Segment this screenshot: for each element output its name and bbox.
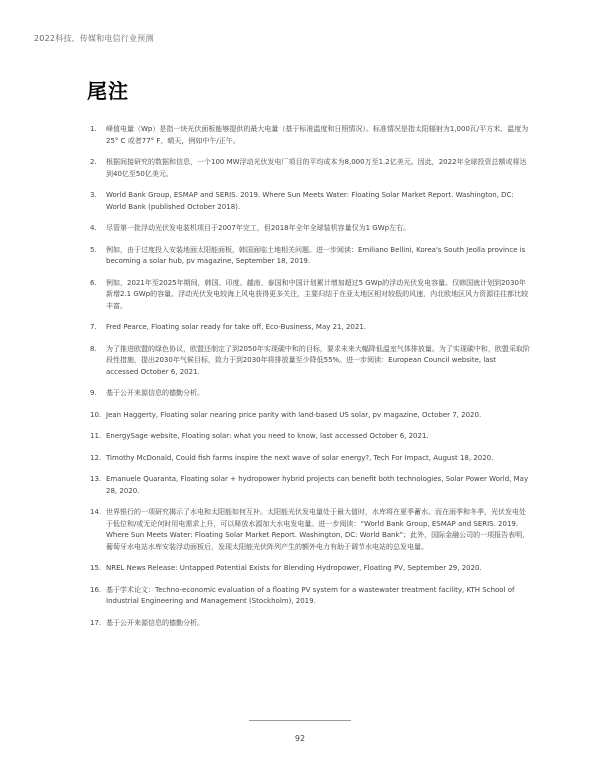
endnote-number: 11.: [90, 432, 102, 440]
endnote-text: World Bank Group, ESMAP and SERIS. 2019. Where Sun Meets Water: Floating Solar Market Report. Washington, DC: World Bank (published October 2018).: [106, 191, 514, 211]
endnote-number: 14.: [90, 508, 102, 516]
endnote-number: 1.: [90, 125, 97, 133]
endnote-item: [90, 618, 530, 630]
endnote-number: 8.: [90, 344, 97, 353]
page-number: 92: [294, 734, 306, 743]
endnote-item: [90, 124, 530, 147]
endnote-text: 世界银行的一项研究揭示了水电和太阳能如何互补。太阳能光伏发电量处于最大值时，水库将在夏季蓄水。而在雨季和冬季，光伏发电处于低位和/或无论何时用电需求上升，可以释放水源加大水电发电量。进一步阅读：“World Bank Group, ESMAP and SERIS. 2019. Where Sun Meets Water: Floating Solar Market Report. Washington, DC: World Bank”；此外，国际金融公司的一项报告表明，葡萄牙水电站水库安装浮动面板后，发现太阳能光伏阵列产生的额外电力有助于调节水电站的总发电量。: [106, 508, 530, 551]
endnote-item: [90, 322, 530, 334]
endnote-item: [90, 410, 530, 422]
endnote-item: [90, 388, 530, 400]
endnote-text: Fred Pearce, Floating solar ready for take off, Eco-Business, May 21, 2021.: [106, 323, 366, 331]
endnote-item: [90, 157, 530, 180]
endnote-text: 峰值电量（Wp）是指一块光伏面板能够提供的最大电量（基于标准温度和日照情况）。标准情况是指太阳辐射为1,000瓦/平方米、温度为25° C 或者77° F、晴天，例如中午/正午。: [106, 125, 529, 145]
endnote-item: [90, 585, 530, 608]
endnote-item: [90, 453, 530, 465]
endnote-item: [90, 190, 530, 213]
endnote-text: 基于学术论文：Techno-economic evaluation of a floating PV system for a wastewater treatment facility, KTH School of Industrial Engineering and Management (Stockholm), 2019.: [106, 585, 515, 605]
endnote-number: 13.: [90, 475, 102, 483]
endnote-text: 基于公开来源信息的德勤分析。: [106, 618, 204, 627]
endnote-item: [90, 563, 530, 575]
running-header: 2022科技、传媒和电信行业预测: [34, 34, 154, 43]
endnote-text: 根据间接研究的数据和信息，一个100 MW浮动光伏发电厂项目的平均成本为8,000万至1.2亿美元。因此，2022年全球投资总额或将达到40亿至50亿美元。: [106, 158, 527, 178]
endnote-number: 17.: [90, 618, 102, 627]
endnote-text: EnergySage website, Floating solar: what you need to know, last accessed October 6, 2021.: [106, 432, 429, 440]
endnote-text: Timothy McDonald, Could fish farms inspire the next wave of solar energy?, Tech For Impact, August 18, 2020.: [106, 453, 494, 462]
endnote-number: 4.: [90, 224, 97, 232]
endnote-item: [90, 223, 530, 235]
endnote-text: 基于公开来源信息的德勤分析。: [106, 389, 204, 397]
endnote-number: 6.: [90, 278, 97, 287]
endnote-text: 例如，由于过度投入安装地面太阳能面板，韩国面临土地相关问题。进一步阅读：Emiliano Bellini, Korea's South Jeolla province is becoming a solar hub, pv magazine, September 18, 2019.: [106, 245, 526, 265]
endnote-item: [90, 344, 530, 379]
endnote-text: 尽管第一批浮动光伏发电装机项目于2007年完工，但2018年全年全球装机容量仅为1 GWp左右。: [106, 224, 411, 232]
endnote-item: [90, 431, 530, 443]
endnote-number: 10.: [90, 410, 102, 419]
endnote-item: [90, 507, 530, 553]
endnote-item: [90, 474, 530, 497]
endnote-number: 16.: [90, 585, 102, 594]
endnote-number: 12.: [90, 453, 102, 462]
endnotes-list: [90, 124, 530, 639]
footer-divider: [249, 720, 351, 721]
endnote-item: [90, 278, 530, 313]
endnote-text: NREL News Release: Untapped Potential Exists for Blending Hydropower, Floating PV, September 29, 2020.: [106, 564, 482, 572]
endnote-text: Emanuele Quaranta, Floating solar + hydropower hybrid projects can benefit both technologies, Solar Power World, May 28, 2020.: [106, 475, 529, 495]
endnote-text: 例如，2021年至2025年期间，韩国、印度、越南、泰国和中国计划累计增加超过5 GWp的浮动光伏发电容量。仅韩国就计划到2030年新增2.1 GWp的容量。浮动光伏发电较海上风电获得更多关注，主要归结于在亚太地区相对较低的风速，内北欧地区风力资源往往都比较丰富。: [106, 278, 529, 310]
page-title: 尾注: [87, 79, 129, 103]
endnote-text: 为了推进欧盟的绿色协议，欧盟还制定了到2050年实现碳中和的目标，要求未来大幅降低温室气体排放量。为了实现碳中和，欧盟采取阶段性措施，提出2030年气候目标，致力于到2030年将排放量至少降低55%。进一步阅读：European Council website, last accessed October 6, 2021.: [106, 344, 530, 376]
endnote-number: 9.: [90, 389, 97, 397]
endnote-number: 15.: [90, 564, 102, 572]
endnote-item: [90, 245, 530, 268]
endnote-text: Jean Haggerty, Floating solar nearing price parity with land-based US solar, pv magazine, October 7, 2020.: [106, 410, 482, 419]
endnote-number: 5.: [90, 245, 97, 254]
endnote-number: 3.: [90, 191, 97, 199]
endnote-number: 2.: [90, 158, 97, 166]
endnote-number: 7.: [90, 323, 97, 331]
